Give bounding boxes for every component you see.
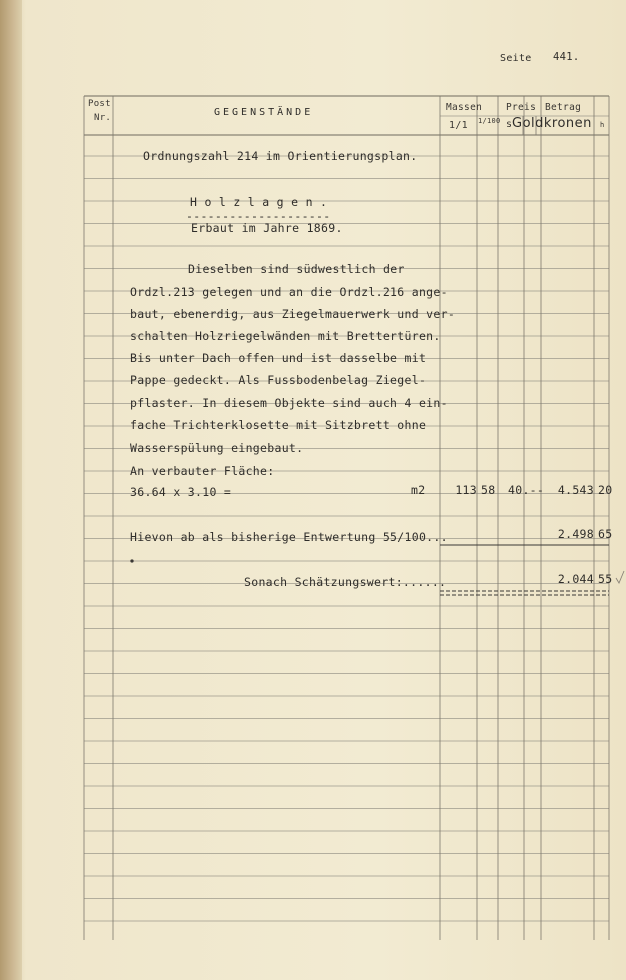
- area-betrag-fraction: 20: [598, 483, 613, 497]
- header-massen: Massen: [446, 102, 483, 113]
- header-betrag: Betrag: [545, 102, 582, 113]
- description-line: pflaster. In diesem Objekte sind auch 4 ein-: [130, 396, 448, 410]
- header-post: Post: [88, 99, 111, 109]
- area-label: An verbauter Fläche:: [130, 464, 275, 478]
- description-line: Dieselben sind südwestlich der: [188, 262, 405, 276]
- object-title: H o l z l a g e n .: [190, 195, 328, 209]
- description-line: Pappe gedeckt. Als Fussbodenbelag Ziegel-: [130, 373, 427, 387]
- header-gegenstande: GEGENSTÄNDE: [214, 107, 314, 118]
- check-mark-icon: [616, 571, 624, 583]
- header-h-marker: h: [600, 121, 605, 129]
- area-unit: m2: [411, 483, 426, 497]
- description-line: baut, ebenerdig, aus Ziegelmauerwerk und ver-: [130, 307, 456, 321]
- header-preis: Preis: [506, 102, 537, 113]
- estimate-label: Sonach Schätzungswert:......: [244, 575, 447, 589]
- description-line: Ordzl.213 gelegen und an die Ordzl.216 ange-: [130, 285, 448, 299]
- deduction-label: Hievon ab als bisherige Entwertung 55/100...: [130, 530, 448, 544]
- header-hundredth-unit: 1/100: [478, 117, 501, 125]
- header-nr: Nr.: [94, 113, 112, 123]
- deduction-betrag-whole: 2.498: [557, 527, 594, 541]
- area-preis: 40.--: [508, 483, 545, 497]
- area-massen-whole: 113: [455, 483, 477, 497]
- description-line: Wasserspülung eingebaut.: [130, 441, 304, 455]
- header-s-marker: s: [506, 119, 513, 130]
- area-massen-fraction: 58: [481, 483, 496, 497]
- area-betrag-whole: 4.543: [557, 483, 594, 497]
- description-line: fache Trichterklosette mit Sitzbrett ohne: [130, 418, 427, 432]
- header-whole-unit: 1/1: [449, 120, 468, 131]
- description-line: Bis unter Dach offen und ist dasselbe mit: [130, 351, 427, 365]
- ordnungszahl-line: Ordnungszahl 214 im Orientierungsplan.: [143, 149, 418, 163]
- estimate-betrag-whole: 2.044: [557, 572, 594, 586]
- estimate-betrag-fraction: 55: [598, 572, 613, 586]
- page-label: Seite: [500, 53, 532, 64]
- area-calculation: 36.64 x 3.10 =: [130, 485, 232, 499]
- title-underline: --------------------: [186, 209, 331, 223]
- header-currency: Goldkronen: [512, 116, 592, 131]
- deduction-betrag-fraction: 65: [598, 527, 613, 541]
- built-year: Erbaut im Jahre 1869.: [191, 221, 343, 235]
- description-line: schalten Holzriegelwänden mit Brettertüren.: [130, 329, 441, 343]
- ink-dot: [131, 560, 133, 562]
- page-number: 441.: [553, 51, 580, 63]
